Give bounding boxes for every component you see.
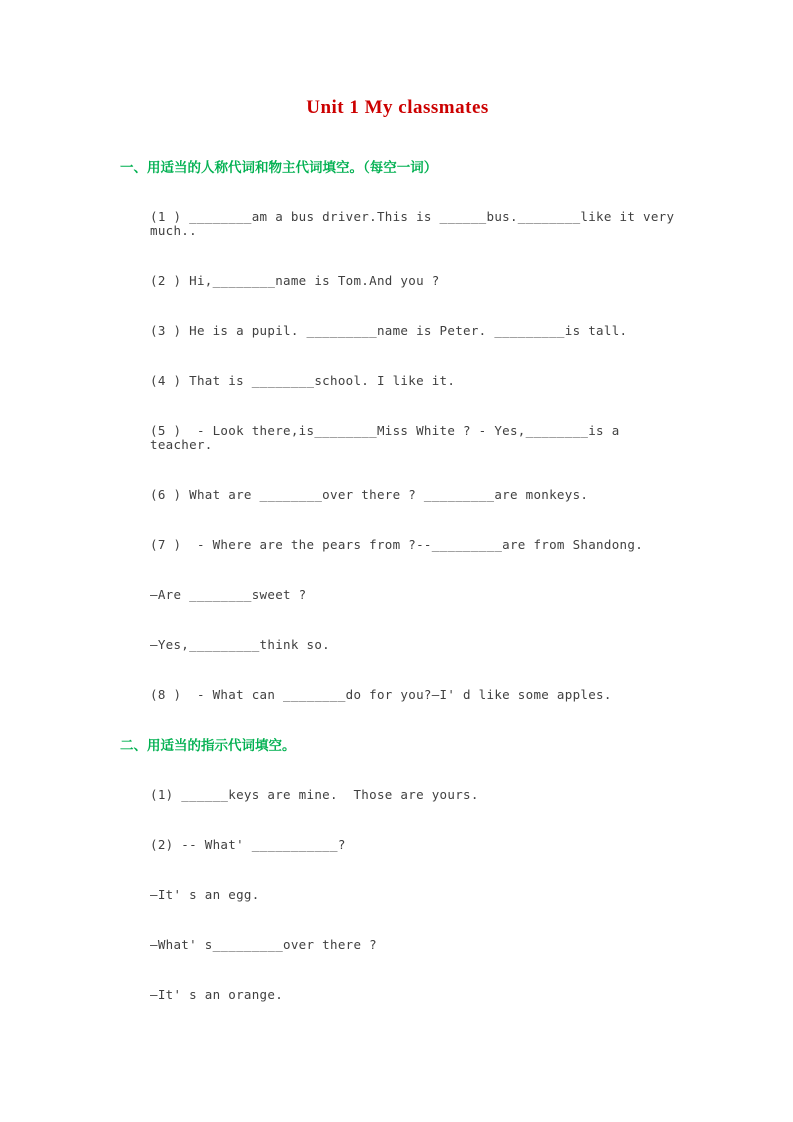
section-1-item-8: (8 ) - What can ________do for you?—I' d like some apples. [150, 687, 612, 702]
section-1-item-3: (3 ) He is a pupil. _________name is Peter. _________is tall. [150, 323, 628, 338]
section-1-item-7-followup-2: —Yes,_________think so. [150, 637, 330, 652]
section-2-item-2-followup-2: —What' s_________over there ? [150, 937, 377, 952]
section-demonstrative-pronouns [120, 738, 675, 1002]
section-1-item-4: (4 ) That is ________school. I like it. [150, 373, 456, 388]
section-1-item-5: (5 ) - Look there,is________Miss White ? - Yes,________is a teacher. [150, 423, 628, 452]
section-personal-pronouns [120, 160, 683, 702]
section-2-heading: 二、用适当的指示代词填空。 [120, 738, 296, 754]
section-2-item-2-followup-3: —It' s an orange. [150, 987, 284, 1002]
section-1-item-6: (6 ) What are ________over there ? _________are monkeys. [150, 487, 589, 502]
section-1-heading: 一、用适当的人称代词和物主代词填空。（每空一词） [120, 160, 438, 176]
section-2-item-1: (1) ______keys are mine. Those are yours. [150, 787, 479, 802]
page-title: Unit 1 My classmates [306, 97, 489, 118]
section-1-item-1: (1 ) ________am a bus driver.This is ______bus.________like it very much.. [150, 209, 683, 238]
section-1-item-2: (2 ) Hi,________name is Tom.And you ? [150, 273, 440, 288]
section-2-item-2: (2) -- What' ___________? [150, 837, 346, 852]
section-1-item-7-followup-1: —Are ________sweet ? [150, 587, 307, 602]
section-1-item-7: (7 ) - Where are the pears from ?--_________are from Shandong. [150, 537, 644, 552]
section-2-item-2-followup-1: —It' s an egg. [150, 887, 260, 902]
